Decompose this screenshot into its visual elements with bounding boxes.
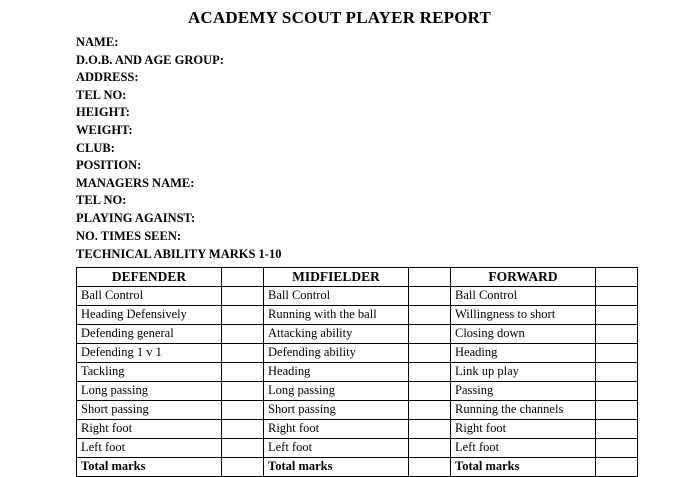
forward-skill-label: Willingness to short <box>451 305 596 324</box>
forward-skill-label: Passing <box>451 381 596 400</box>
field-label-height: HEIGHT: <box>76 105 130 120</box>
field-label-dob-age-group: D.O.B. AND AGE GROUP: <box>76 52 224 67</box>
midfielder-skill-label: Ball Control <box>264 286 409 305</box>
field-list <box>76 34 671 264</box>
column-header-defender-mark <box>222 267 264 286</box>
field-label-address: ADDRESS: <box>76 70 139 85</box>
defender-total-label: Total marks <box>77 457 222 476</box>
field-label-managers-tel-no: TEL NO: <box>76 193 127 208</box>
table-row <box>77 362 638 381</box>
forward-skill-mark[interactable] <box>596 419 638 438</box>
table-header-row <box>77 267 638 286</box>
defender-skill-mark[interactable] <box>222 438 264 457</box>
midfielder-skill-mark[interactable] <box>409 343 451 362</box>
midfielder-skill-label: Long passing <box>264 381 409 400</box>
defender-skill-label: Heading Defensively <box>77 305 222 324</box>
column-header-midfielder-mark <box>409 267 451 286</box>
midfielder-skill-mark[interactable] <box>409 362 451 381</box>
midfielder-skill-label: Attacking ability <box>264 324 409 343</box>
midfielder-total-mark[interactable] <box>409 457 451 476</box>
defender-skill-label: Right foot <box>77 419 222 438</box>
defender-skill-mark[interactable] <box>222 400 264 419</box>
midfielder-skill-mark[interactable] <box>409 286 451 305</box>
midfielder-skill-mark[interactable] <box>409 438 451 457</box>
defender-skill-mark[interactable] <box>222 324 264 343</box>
midfielder-skill-label: Heading <box>264 362 409 381</box>
forward-skill-label: Closing down <box>451 324 596 343</box>
forward-skill-mark[interactable] <box>596 438 638 457</box>
column-header-forward: FORWARD <box>451 267 596 286</box>
forward-skill-mark[interactable] <box>596 324 638 343</box>
column-header-forward-mark <box>596 267 638 286</box>
forward-skill-label: Left foot <box>451 438 596 457</box>
field-label-no-times-seen: NO. TIMES SEEN: <box>76 228 182 243</box>
midfielder-skill-label: Running with the ball <box>264 305 409 324</box>
column-header-midfielder: MIDFIELDER <box>264 267 409 286</box>
midfielder-skill-label: Short passing <box>264 400 409 419</box>
defender-skill-mark[interactable] <box>222 343 264 362</box>
defender-skill-mark[interactable] <box>222 381 264 400</box>
technical-ability-table <box>76 267 638 477</box>
forward-skill-label: Link up play <box>451 362 596 381</box>
forward-skill-mark[interactable] <box>596 400 638 419</box>
midfielder-skill-label: Defending ability <box>264 343 409 362</box>
table-row-total <box>77 457 638 476</box>
table-row <box>77 400 638 419</box>
forward-skill-mark[interactable] <box>596 343 638 362</box>
forward-skill-label: Ball Control <box>451 286 596 305</box>
table-row <box>77 381 638 400</box>
defender-skill-label: Defending 1 v 1 <box>77 343 222 362</box>
table-row <box>77 343 638 362</box>
field-label-tel-no: TEL NO: <box>76 87 127 102</box>
midfielder-skill-mark[interactable] <box>409 400 451 419</box>
page-title: ACADEMY SCOUT PLAYER REPORT <box>187 8 492 27</box>
midfielder-skill-mark[interactable] <box>409 324 451 343</box>
midfielder-skill-label: Left foot <box>264 438 409 457</box>
table-row <box>77 419 638 438</box>
forward-skill-mark[interactable] <box>596 381 638 400</box>
field-label-position: POSITION: <box>76 158 142 173</box>
defender-skill-label: Long passing <box>77 381 222 400</box>
forward-skill-mark[interactable] <box>596 362 638 381</box>
forward-skill-label: Heading <box>451 343 596 362</box>
forward-total-label: Total marks <box>451 457 596 476</box>
defender-skill-label: Ball Control <box>77 286 222 305</box>
defender-total-mark[interactable] <box>222 457 264 476</box>
field-label-managers-name: MANAGERS NAME: <box>76 175 195 190</box>
defender-skill-label: Defending general <box>77 324 222 343</box>
table-row <box>77 324 638 343</box>
field-label-playing-against: PLAYING AGAINST: <box>76 210 196 225</box>
defender-skill-mark[interactable] <box>222 286 264 305</box>
forward-skill-label: Running the channels <box>451 400 596 419</box>
defender-skill-mark[interactable] <box>222 362 264 381</box>
defender-skill-label: Short passing <box>77 400 222 419</box>
midfielder-skill-label: Right foot <box>264 419 409 438</box>
forward-skill-mark[interactable] <box>596 286 638 305</box>
defender-skill-label: Left foot <box>77 438 222 457</box>
section-heading-technical-ability: TECHNICAL ABILITY MARKS 1-10 <box>76 247 282 262</box>
field-label-weight: WEIGHT: <box>76 122 133 137</box>
midfielder-skill-mark[interactable] <box>409 381 451 400</box>
forward-total-mark[interactable] <box>596 457 638 476</box>
defender-skill-mark[interactable] <box>222 419 264 438</box>
forward-skill-mark[interactable] <box>596 305 638 324</box>
defender-skill-mark[interactable] <box>222 305 264 324</box>
column-header-defender: DEFENDER <box>77 267 222 286</box>
midfielder-skill-mark[interactable] <box>409 305 451 324</box>
defender-skill-label: Tackling <box>77 362 222 381</box>
table-row <box>77 305 638 324</box>
midfielder-total-label: Total marks <box>264 457 409 476</box>
forward-skill-label: Right foot <box>451 419 596 438</box>
field-label-name: NAME: <box>76 35 119 49</box>
field-label-club: CLUB: <box>76 140 115 155</box>
table-row <box>77 438 638 457</box>
table-row <box>77 286 638 305</box>
midfielder-skill-mark[interactable] <box>409 419 451 438</box>
